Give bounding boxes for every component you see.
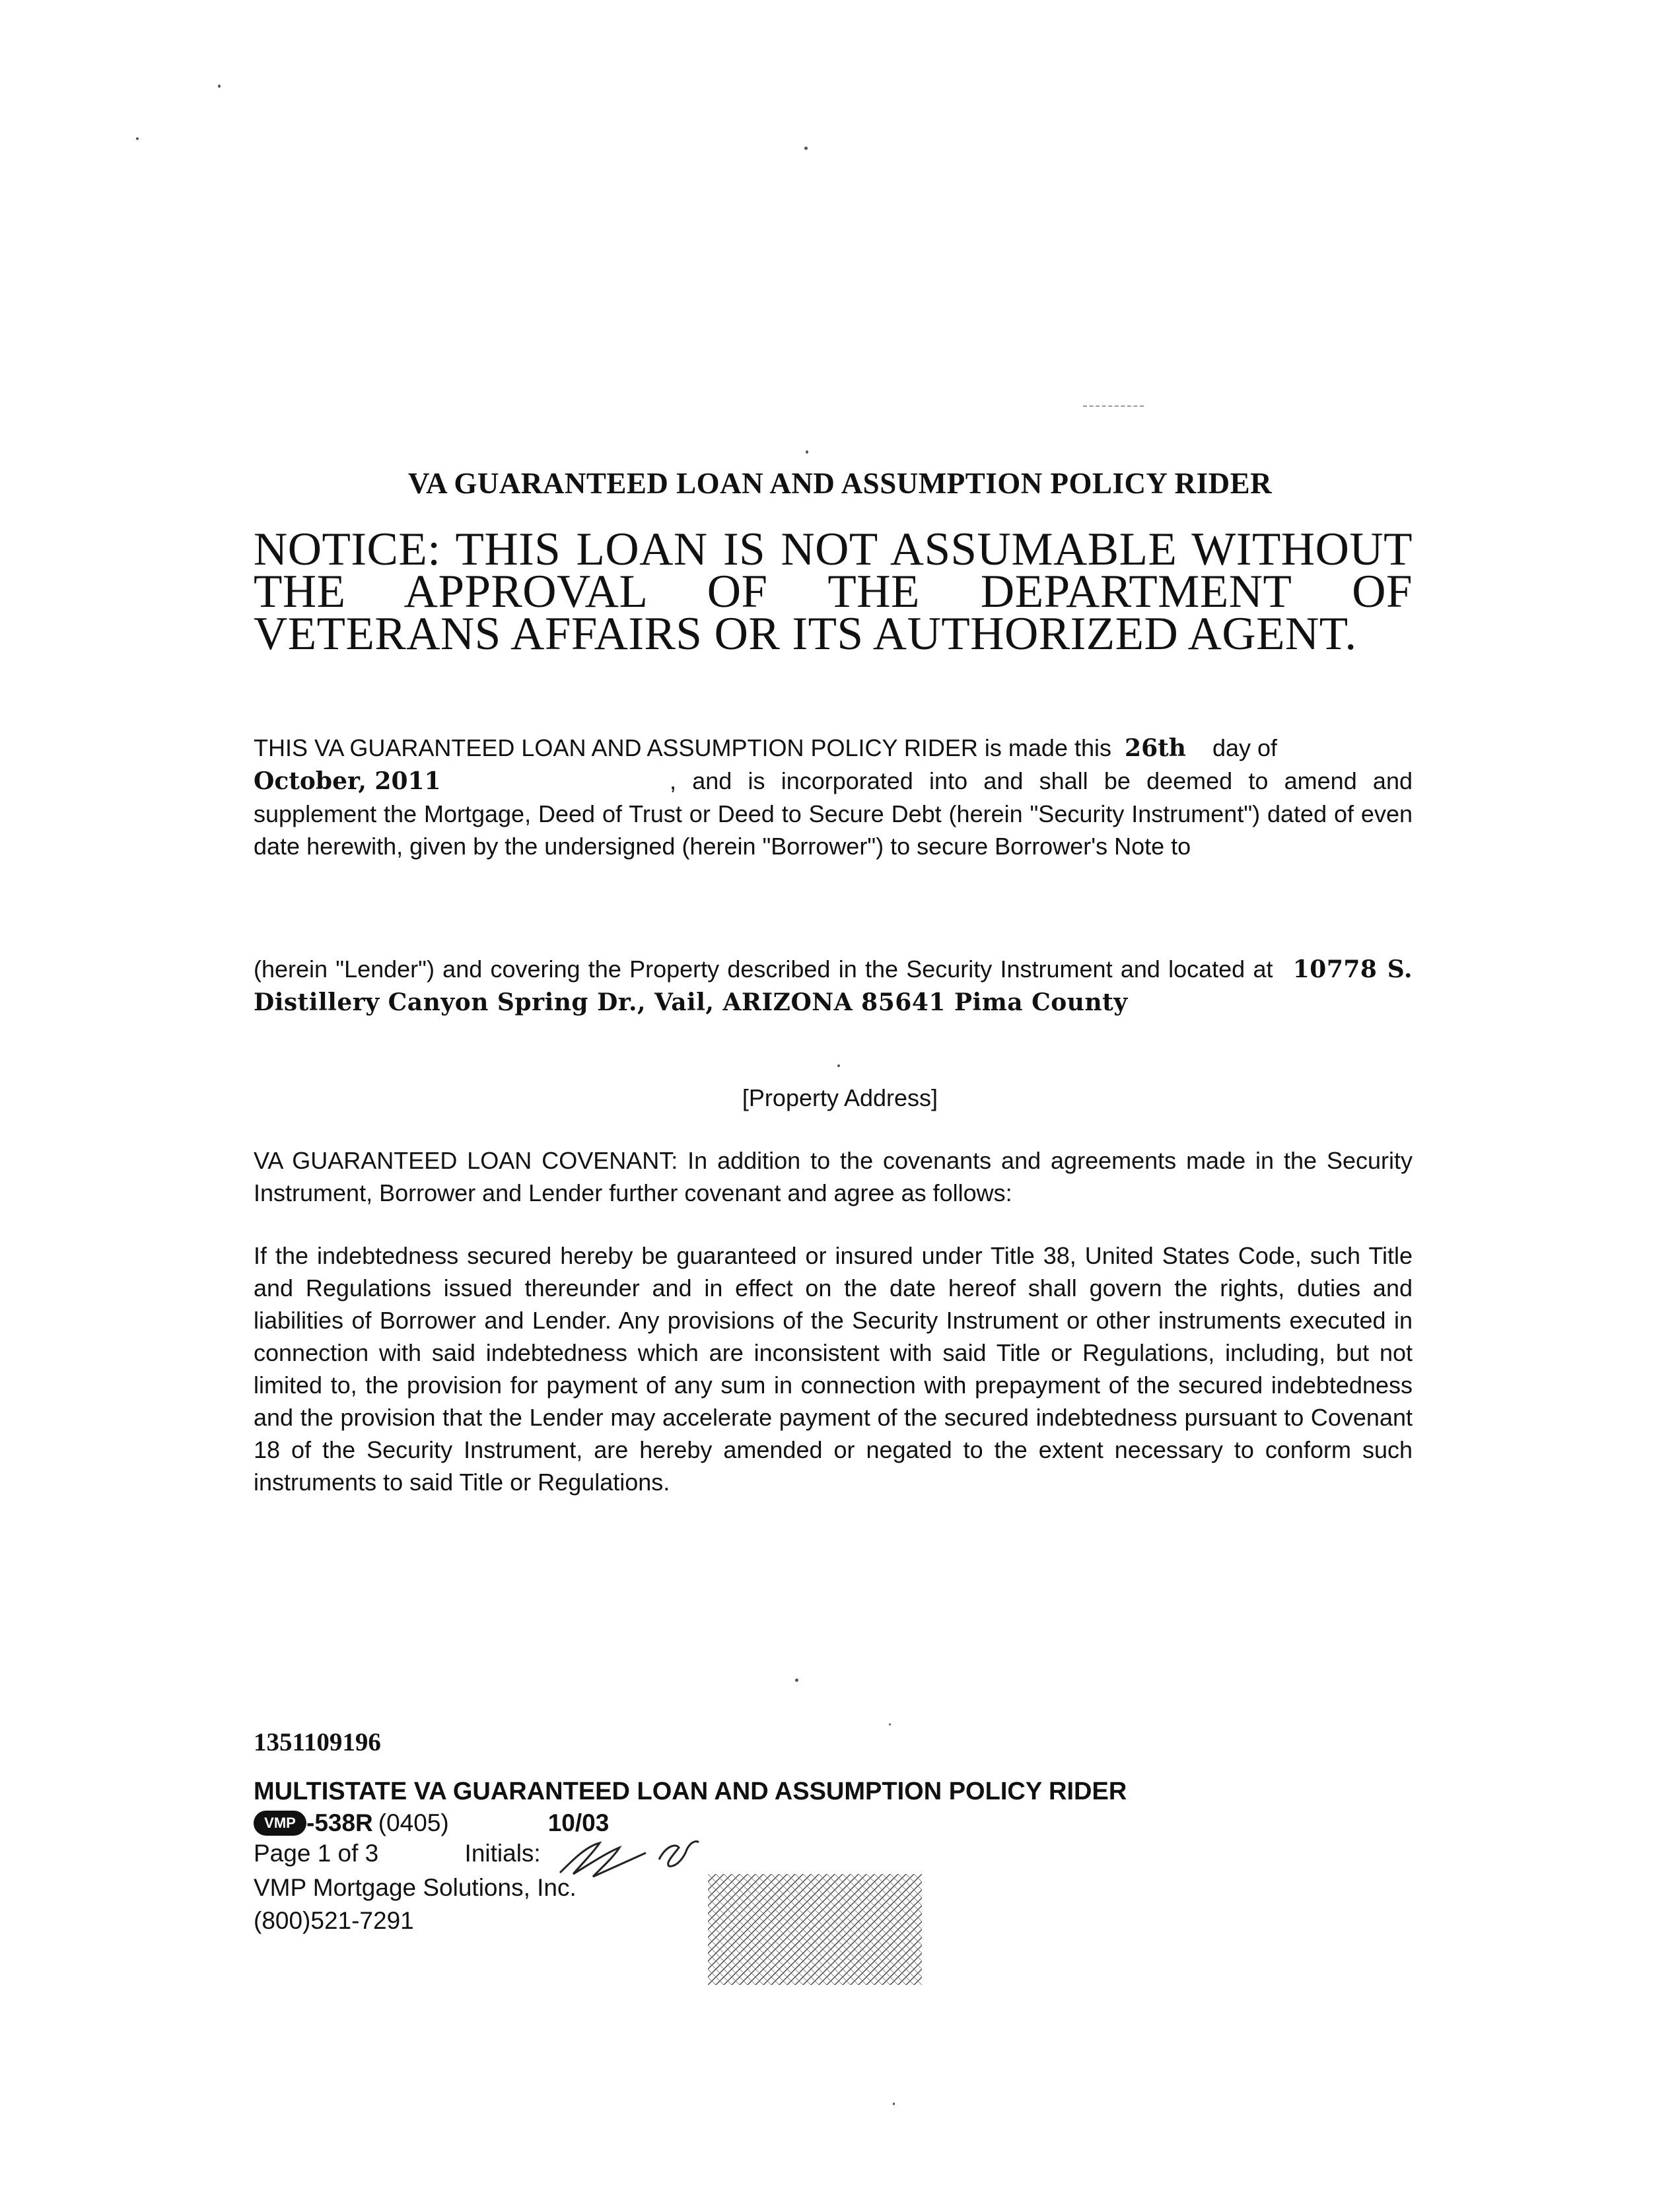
company-name: VMP Mortgage Solutions, Inc.: [254, 1874, 577, 1901]
rider-day: 26th: [1125, 734, 1186, 762]
scan-speck: [837, 1064, 840, 1067]
scan-mark: [1083, 405, 1144, 407]
intro-text-c: , and is incorporated into and shall be deemed to amend and supplement the Mortgage, Deed of Trust or Deed to Secure Debt (herein "Security Instrument") dated of even date herewith, given by the undersigned (herein "Borrower") to secure Borrower's Note to: [254, 767, 1413, 860]
document-title: VA GUARANTEED LOAN AND ASSUMPTION POLICY RIDER: [407, 467, 1273, 500]
page-number: Page 1 of 3: [254, 1840, 379, 1867]
scan-speck: [893, 2102, 895, 2105]
covenant-body: If the indebtedness secured hereby be guaranteed or insured under Title 38, United States Code, such Title and Regulations issued thereunder and in effect on the date hereof shall govern the rights, duties and liabilities of Borrower and Lender. Any provisions of the Security Instrument or other instruments executed in connection with said indebtedness which are inconsistent with said Title or Regulations, including, but not limited to, the provision for payment of any sum in connection with prepayment of the secured indebtedness and the provision that the Lender may accelerate payment of the secured indebtedness pursuant to Covenant 18 of the Security Instrument, are hereby amended or negated to the extent necessary to conform such instruments to said Title or Regulations.: [254, 1242, 1413, 1496]
scan-speck: [806, 450, 808, 454]
lender-text: (herein "Lender") and covering the Property described in the Security Instrument and located at: [254, 955, 1273, 983]
initials-signature: [553, 1833, 712, 1886]
loan-number: 1351109196: [254, 1728, 381, 1756]
intro-paragraph: [254, 732, 1413, 862]
covenant-heading: VA GUARANTEED LOAN COVENANT: In addition to the covenants and agreements made in the Security Instrument, Borrower and Lender further covenant and agree as follows:: [254, 1147, 1413, 1206]
property-address: 10778 S. Distillery Canyon Spring Dr., Vail, ARIZONA 85641 Pima County: [254, 955, 1413, 1016]
scan-speck: [804, 147, 808, 150]
form-date: 10/03: [547, 1809, 610, 1836]
scan-speck: [795, 1679, 798, 1682]
scan-speck: [889, 1723, 891, 1725]
page-line: [254, 1840, 541, 1867]
lender-paragraph: [254, 953, 1413, 1019]
rider-date: October, 2011: [254, 767, 441, 795]
intro-text-b: day of: [1212, 734, 1278, 761]
scan-speck: [136, 137, 139, 140]
scan-speck: [218, 85, 221, 88]
form-code: -538R: [306, 1809, 373, 1836]
initials-label: Initials:: [464, 1840, 541, 1867]
property-address-label: [Property Address]: [742, 1084, 938, 1111]
form-revision: (0405): [378, 1809, 449, 1836]
vmp-logo: VMP: [254, 1811, 306, 1836]
intro-text-a: THIS VA GUARANTEED LOAN AND ASSUMPTION POLICY RIDER is made this: [254, 734, 1111, 761]
company-phone: (800)521-7291: [254, 1907, 414, 1934]
assumption-notice: NOTICE: THIS LOAN IS NOT ASSUMABLE WITHOUT THE APPROVAL OF THE DEPARTMENT OF VETERANS AFFAIRS OR ITS AUTHORIZED AGENT.: [254, 524, 1413, 660]
barcode-pattern: [708, 1874, 922, 1985]
form-title: MULTISTATE VA GUARANTEED LOAN AND ASSUMPTION POLICY RIDER: [254, 1778, 1127, 1805]
